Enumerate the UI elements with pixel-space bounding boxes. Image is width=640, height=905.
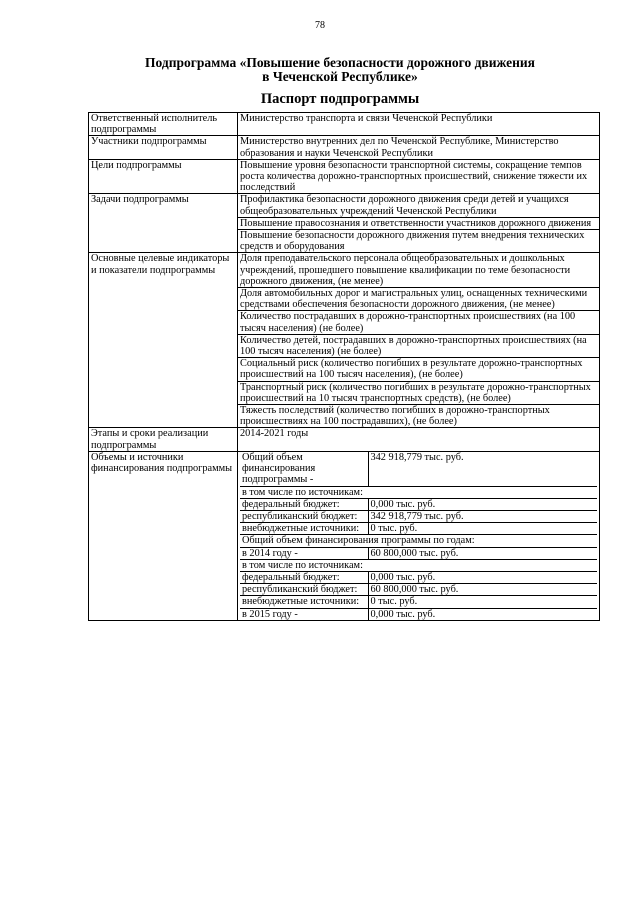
- indicator-item: Социальный риск (количество погибших в результате дорожно-транспортных происшествий на 100 тысяч населения), (не более): [238, 358, 600, 381]
- label-financing: Объемы и источники финансирования подпрограммы: [89, 451, 238, 620]
- financing-offbudget-value: 0 тыс. руб.: [368, 523, 597, 535]
- indicator-item: Доля автомобильных дорог и магистральных улиц, оснащенных техническими средствами обеспечения безопасности дорожного движения, (не менее): [238, 288, 600, 311]
- financing-2014-republic-label: республиканский бюджет:: [240, 584, 368, 596]
- indicator-item: Транспортный риск (количество погибших в результате дорожно-транспортных происшествий на 10 тысяч транспортных средств), (не более): [238, 381, 600, 404]
- label-tasks: Задачи подпрограммы: [89, 194, 238, 253]
- financing-row-federal: [240, 498, 597, 510]
- label-participants: Участники подпрограммы: [89, 136, 238, 159]
- label-stages: Этапы и сроки реализации подпрограммы: [89, 428, 238, 451]
- financing-row-2014-republic: [240, 584, 597, 596]
- financing-offbudget-label: внебюджетные источники:: [240, 523, 368, 535]
- financing-row-2014-federal: [240, 571, 597, 583]
- financing-republic-label: республиканский бюджет:: [240, 510, 368, 522]
- financing-row-2015: [240, 608, 597, 620]
- passport-table: [88, 112, 600, 621]
- task-item: Профилактика безопасности дорожного движения среди детей и учащихся общеобразовательных учреждений Чеченской Республики: [238, 194, 600, 217]
- indicator-item: Доля преподавательского персонала общеобразовательных и дошкольных учреждений, прошедшего повышение квалификации по теме безопасности дорожного движения, (не менее): [238, 253, 600, 288]
- row-indicators: [89, 253, 600, 288]
- financing-row-2014-sources: [240, 559, 597, 571]
- financing-row-offbudget: [240, 523, 597, 535]
- financing-row-total: [240, 452, 597, 486]
- task-item: Повышение безопасности дорожного движения путем внедрения технических средств и оборудования: [238, 230, 600, 253]
- value-stages: 2014-2021 годы: [238, 428, 600, 451]
- label-indicators: Основные целевые индикаторы и показатели подпрограммы: [89, 253, 238, 428]
- financing-2014-label: в 2014 году -: [240, 547, 368, 559]
- document-title: [60, 56, 620, 84]
- indicator-item: Количество детей, пострадавших в дорожно-транспортных происшествиях (на 100 тысяч населения) (не более): [238, 334, 600, 357]
- financing-federal-value: 0,000 тыс. руб.: [368, 498, 597, 510]
- financing-2014-republic-value: 60 800,000 тыс. руб.: [368, 584, 597, 596]
- passport-heading: Паспорт подпрограммы: [260, 91, 420, 107]
- financing-2014-offbudget-value: 0 тыс. руб.: [368, 596, 597, 608]
- indicator-item: Тяжесть последствий (количество погибших в дорожно-транспортных происшествиях на 100 пострадавших), (не более): [238, 405, 600, 428]
- row-tasks: [89, 194, 600, 217]
- indicator-item: Количество пострадавших в дорожно-транспортных происшествиях (на 100 тысяч населения) (не более): [238, 311, 600, 334]
- financing-table: [240, 452, 597, 620]
- financing-row-by-years: [240, 535, 597, 547]
- financing-row-republic: [240, 510, 597, 522]
- financing-row-sources: [240, 486, 597, 498]
- row-responsible: [89, 113, 600, 136]
- value-participants: Министерство внутренних дел по Чеченской Республике, Министерство образования и науки Чеченской Республики: [238, 136, 600, 159]
- financing-sources-label: в том числе по источникам:: [240, 486, 597, 498]
- financing-total-label: Общий объем финансирования подпрограммы -: [240, 452, 368, 486]
- label-responsible: Ответственный исполнитель подпрограммы: [89, 113, 238, 136]
- value-goals: Повышение уровня безопасности транспортной системы, сокращение темпов роста количества дорожно-транспортных происшествий, снижение тяжести их последствий: [238, 159, 600, 194]
- financing-row-2014: [240, 547, 597, 559]
- financing-2014-offbudget-label: внебюджетные источники:: [240, 596, 368, 608]
- financing-2014-sources-label: в том числе по источникам:: [240, 559, 597, 571]
- value-responsible: Министерство транспорта и связи Чеченской Республики: [238, 113, 600, 136]
- task-item: Повышение правосознания и ответственности участников дорожного движения: [238, 217, 600, 229]
- financing-total-value: 342 918,779 тыс. руб.: [368, 452, 597, 486]
- financing-2014-federal-label: федеральный бюджет:: [240, 571, 368, 583]
- row-financing: [89, 451, 600, 620]
- financing-row-2014-offbudget: [240, 596, 597, 608]
- page-number: 78: [315, 20, 325, 31]
- financing-republic-value: 342 918,779 тыс. руб.: [368, 510, 597, 522]
- row-participants: [89, 136, 600, 159]
- financing-details: [238, 451, 600, 620]
- row-goals: [89, 159, 600, 194]
- title-line-1: Подпрограмма «Повышение безопасности дорожного движения: [145, 55, 535, 70]
- financing-2014-value: 60 800,000 тыс. руб.: [368, 547, 597, 559]
- title-line-2: в Чеченской Республике»: [262, 69, 418, 84]
- financing-by-years-label: Общий объем финансирования программы по годам:: [240, 535, 597, 547]
- financing-2015-value: 0,000 тыс. руб.: [368, 608, 597, 620]
- row-stages: [89, 428, 600, 451]
- financing-2014-federal-value: 0,000 тыс. руб.: [368, 571, 597, 583]
- financing-2015-label: в 2015 году -: [240, 608, 368, 620]
- financing-federal-label: федеральный бюджет:: [240, 498, 368, 510]
- label-goals: Цели подпрограммы: [89, 159, 238, 194]
